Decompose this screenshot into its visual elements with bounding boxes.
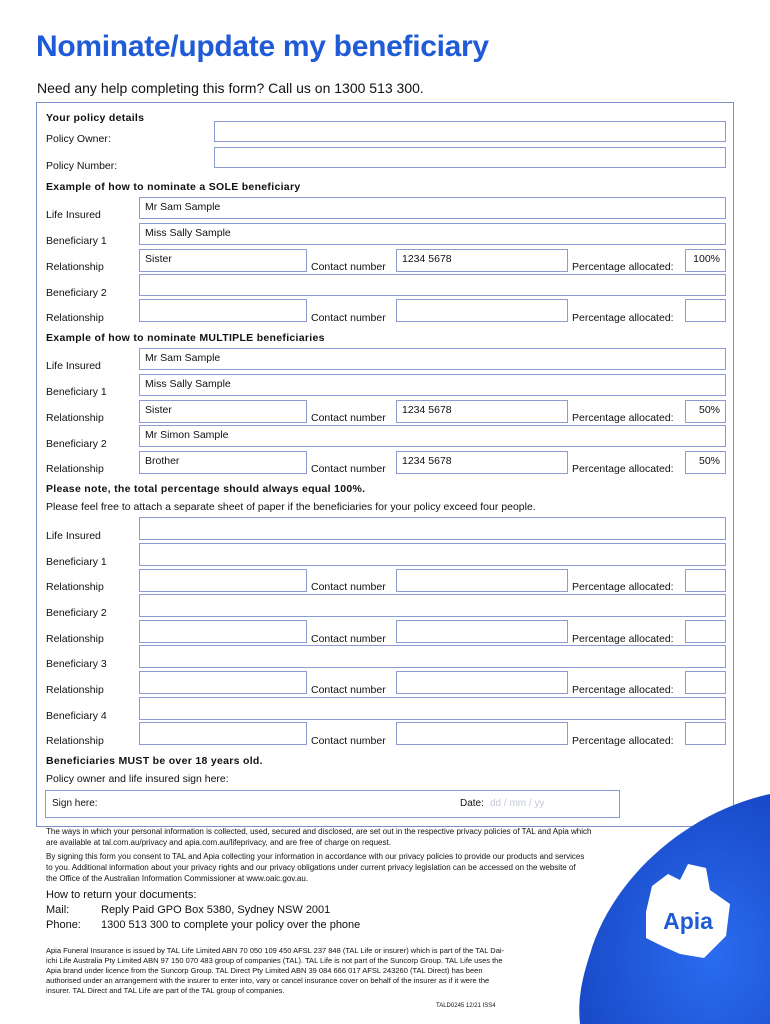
return-heading: How to return your documents: bbox=[46, 889, 197, 901]
relationship-label: Relationship bbox=[46, 735, 104, 747]
beneficiary-4-name-field[interactable] bbox=[139, 697, 726, 720]
mail-label: Mail: bbox=[46, 904, 70, 916]
life-insured-field[interactable] bbox=[139, 517, 726, 540]
beneficiary-2-name-field[interactable] bbox=[139, 594, 726, 617]
privacy-paragraph-1: The ways in which your personal information is collected, used, secured and disclosed, are set out in the respective privacy policies of TAL and Apia which are available at tal.com.au/privacy and apia.com.au/lifeprivacy, and are free of charge on request. bbox=[46, 827, 592, 848]
beneficiary-1-label: Beneficiary 1 bbox=[46, 556, 107, 568]
form-code: TALD0245 12/21 ISS4 bbox=[436, 1003, 496, 1009]
multi-contact-1-field: 1234 5678 bbox=[396, 400, 568, 423]
beneficiary-2-percent-field[interactable] bbox=[685, 620, 726, 643]
sole-relationship-2-field bbox=[139, 299, 307, 322]
multi-beneficiary-2-field: Mr Simon Sample bbox=[139, 425, 726, 447]
sole-contact-2-field bbox=[396, 299, 568, 322]
beneficiary-4-percent-field[interactable] bbox=[685, 722, 726, 745]
life-insured-label: Life Insured bbox=[46, 360, 101, 372]
beneficiary-2-relationship-field[interactable] bbox=[139, 620, 307, 643]
beneficiary-4-relationship-field[interactable] bbox=[139, 722, 307, 745]
beneficiary-1-label: Beneficiary 1 bbox=[46, 386, 107, 398]
relationship-label: Relationship bbox=[46, 412, 104, 424]
sole-beneficiary-1-field: Miss Sally Sample bbox=[139, 223, 726, 245]
multi-relationship-1-field: Sister bbox=[139, 400, 307, 423]
beneficiary-1-contact-field[interactable] bbox=[396, 569, 568, 592]
sole-beneficiary-2-field bbox=[139, 274, 726, 296]
beneficiary-3-contact-field[interactable] bbox=[396, 671, 568, 694]
apia-brand-graphic bbox=[500, 794, 770, 1024]
multiple-example-heading: Example of how to nominate MULTIPLE beneficiaries bbox=[46, 332, 325, 344]
contact-number-label: Contact number bbox=[311, 633, 386, 645]
contact-number-label: Contact number bbox=[311, 412, 386, 424]
percentage-label: Percentage allocated: bbox=[572, 735, 674, 747]
sole-contact-field: 1234 5678 bbox=[396, 249, 568, 272]
relationship-label: Relationship bbox=[46, 633, 104, 645]
percentage-label: Percentage allocated: bbox=[572, 261, 674, 273]
policy-number-label: Policy Number: bbox=[46, 160, 118, 172]
apia-logo-text: Apia bbox=[663, 908, 713, 934]
beneficiary-3-name-field[interactable] bbox=[139, 645, 726, 668]
total-percentage-note: Please note, the total percentage should always equal 100%. bbox=[46, 483, 366, 495]
beneficiary-2-label: Beneficiary 2 bbox=[46, 287, 107, 299]
multi-percent-1-field: 50% bbox=[685, 400, 726, 423]
help-text: Need any help completing this form? Call us on 1300 513 300. bbox=[37, 80, 424, 96]
multi-relationship-2-field: Brother bbox=[139, 451, 307, 474]
beneficiary-1-relationship-field[interactable] bbox=[139, 569, 307, 592]
page-title: Nominate/update my beneficiary bbox=[36, 30, 489, 63]
sole-percent-2-field bbox=[685, 299, 726, 322]
beneficiary-2-label: Beneficiary 2 bbox=[46, 607, 107, 619]
sole-example-heading: Example of how to nominate a SOLE beneficiary bbox=[46, 181, 301, 193]
percentage-label: Percentage allocated: bbox=[572, 633, 674, 645]
percentage-label: Percentage allocated: bbox=[572, 412, 674, 424]
policy-owner-field[interactable] bbox=[214, 121, 726, 142]
beneficiary-1-percent-field[interactable] bbox=[685, 569, 726, 592]
beneficiary-1-label: Beneficiary 1 bbox=[46, 235, 107, 247]
footer-disclaimer: Apia Funeral Insurance is issued by TAL Life Limited ABN 70 050 109 450 AFSL 237 848 (TAL Life or insurer) which is part of the TAL Dai-ichi Life Australia Pty Limited ABN 97 150 070 483 group of companies (TAL). TAL Life is not part of the Suncorp Group. TAL Life uses the Apia brand under licence from the Suncorp Group. TAL Direct Pty Limited ABN 39 084 666 017 AFSL 243260 (TAL Direct) has been authorised under an arrangement with the insurer to enter into, vary or cancel insurance cover on behalf of the insurer as if it were the insurer. TAL Direct and TAL Life are part of the TAL group of companies. bbox=[46, 946, 505, 995]
relationship-label: Relationship bbox=[46, 684, 104, 696]
contact-number-label: Contact number bbox=[311, 463, 386, 475]
percentage-label: Percentage allocated: bbox=[572, 684, 674, 696]
phone-label: Phone: bbox=[46, 919, 81, 931]
attach-note: Please feel free to attach a separate sheet of paper if the beneficiaries for your policy exceed four people. bbox=[46, 501, 536, 513]
contact-number-label: Contact number bbox=[311, 312, 386, 324]
contact-number-label: Contact number bbox=[311, 581, 386, 593]
contact-number-label: Contact number bbox=[311, 261, 386, 273]
privacy-paragraph-2: By signing this form you consent to TAL and Apia collecting your information in accordance with our privacy policies to provide our products and services to you. Additional information about your privacy rights and our privacy obligations under current privacy legislation can be accessed on the website of the Office of the Australian Information Commissioner at www.oaic.gov.au. bbox=[46, 852, 585, 884]
beneficiary-3-label: Beneficiary 3 bbox=[46, 658, 107, 670]
beneficiary-2-contact-field[interactable] bbox=[396, 620, 568, 643]
percentage-label: Percentage allocated: bbox=[572, 581, 674, 593]
sign-instruction: Policy owner and life insured sign here: bbox=[46, 773, 229, 785]
mail-address: Reply Paid GPO Box 5380, Sydney NSW 2001 bbox=[101, 904, 331, 916]
sole-relationship-field: Sister bbox=[139, 249, 307, 272]
relationship-label: Relationship bbox=[46, 463, 104, 475]
beneficiary-2-label: Beneficiary 2 bbox=[46, 438, 107, 450]
life-insured-label: Life Insured bbox=[46, 209, 101, 221]
date-label: Date: bbox=[460, 798, 484, 809]
relationship-label: Relationship bbox=[46, 312, 104, 324]
phone-value: 1300 513 300 to complete your policy over the phone bbox=[101, 919, 361, 931]
policy-owner-label: Policy Owner: bbox=[46, 133, 111, 145]
date-input[interactable]: dd / mm / yy bbox=[490, 798, 545, 809]
policy-number-field[interactable] bbox=[214, 147, 726, 168]
beneficiary-1-name-field[interactable] bbox=[139, 543, 726, 566]
policy-details-heading: Your policy details bbox=[46, 112, 145, 124]
contact-number-label: Contact number bbox=[311, 684, 386, 696]
percentage-label: Percentage allocated: bbox=[572, 312, 674, 324]
beneficiary-3-percent-field[interactable] bbox=[685, 671, 726, 694]
beneficiary-4-label: Beneficiary 4 bbox=[46, 710, 107, 722]
sign-label: Sign here: bbox=[52, 798, 98, 809]
sole-life-insured-field: Mr Sam Sample bbox=[139, 197, 726, 219]
multi-contact-2-field: 1234 5678 bbox=[396, 451, 568, 474]
relationship-label: Relationship bbox=[46, 261, 104, 273]
multi-life-insured-field: Mr Sam Sample bbox=[139, 348, 726, 370]
beneficiary-4-contact-field[interactable] bbox=[396, 722, 568, 745]
relationship-label: Relationship bbox=[46, 581, 104, 593]
beneficiary-3-relationship-field[interactable] bbox=[139, 671, 307, 694]
multi-beneficiary-1-field: Miss Sally Sample bbox=[139, 374, 726, 396]
age-note: Beneficiaries MUST be over 18 years old. bbox=[46, 755, 263, 767]
life-insured-label: Life Insured bbox=[46, 530, 101, 542]
contact-number-label: Contact number bbox=[311, 735, 386, 747]
multi-percent-2-field: 50% bbox=[685, 451, 726, 474]
percentage-label: Percentage allocated: bbox=[572, 463, 674, 475]
sole-percent-field: 100% bbox=[685, 249, 726, 272]
